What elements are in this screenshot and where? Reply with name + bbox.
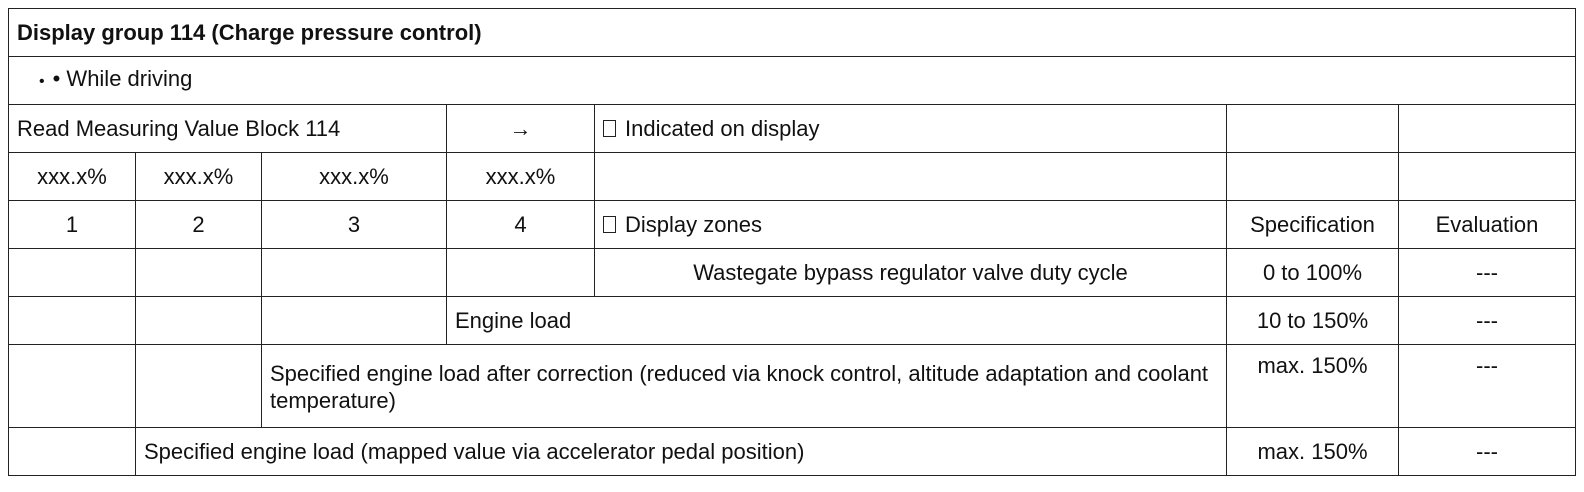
zone-number-2: 2 [136, 201, 262, 249]
table-title: Display group 114 (Charge pressure control) [9, 9, 1576, 57]
condition-row [9, 57, 1576, 105]
empty-cell [9, 297, 136, 345]
field-2-specification: max. 150% [1227, 345, 1399, 428]
zone-number-4: 4 [447, 201, 595, 249]
field-2-description [262, 345, 1227, 428]
checkbox-square-icon [603, 120, 616, 137]
value-1: xxx.x% [9, 153, 136, 201]
empty-cell [447, 249, 595, 297]
read-block-label: Read Measuring Value Block 114 [9, 105, 447, 153]
display-zones-label: Display zones [625, 211, 762, 237]
value-4: xxx.x% [447, 153, 595, 201]
field-2-description-text: Specified engine load after correction (reduced via knock control, altitude adaptation and coolant temperature) [270, 361, 1209, 413]
table-row [9, 345, 1576, 428]
condition-cell [9, 57, 1576, 105]
indicated-label: Indicated on display [625, 115, 820, 141]
empty-cell [9, 428, 136, 476]
field-4-specification: 0 to 100% [1227, 249, 1399, 297]
empty-cell [136, 345, 262, 428]
empty-cell [1227, 153, 1399, 201]
specification-header: Specification [1227, 201, 1399, 249]
condition-text: • While driving [52, 66, 193, 91]
display-zones-header [595, 201, 1227, 249]
field-4-evaluation: --- [1399, 249, 1576, 297]
field-4-description: Wastegate bypass regulator valve duty cycle [595, 249, 1227, 297]
table-row [9, 428, 1576, 476]
read-block-row [9, 105, 1576, 153]
title-row [9, 9, 1576, 57]
empty-cell [1227, 105, 1399, 153]
field-1-description: Specified engine load (mapped value via accelerator pedal position) [136, 428, 1227, 476]
value-2: xxx.x% [136, 153, 262, 201]
value-3: xxx.x% [262, 153, 447, 201]
zone-number-3: 3 [262, 201, 447, 249]
bullet-icon: • [39, 73, 45, 90]
arrow-icon: → [447, 105, 595, 153]
display-group-table [8, 8, 1576, 476]
field-3-description: Engine load [447, 297, 1227, 345]
values-row [9, 153, 1576, 201]
indicated-on-display [595, 105, 1227, 153]
empty-cell [595, 153, 1227, 201]
field-1-specification: max. 150% [1227, 428, 1399, 476]
field-3-evaluation: --- [1399, 297, 1576, 345]
evaluation-header: Evaluation [1399, 201, 1576, 249]
empty-cell [9, 345, 136, 428]
table-row [9, 297, 1576, 345]
empty-cell [1399, 105, 1576, 153]
empty-cell [136, 297, 262, 345]
empty-cell [1399, 153, 1576, 201]
field-3-specification: 10 to 150% [1227, 297, 1399, 345]
empty-cell [262, 249, 447, 297]
empty-cell [262, 297, 447, 345]
field-2-evaluation: --- [1399, 345, 1576, 428]
zone-number-1: 1 [9, 201, 136, 249]
field-1-evaluation: --- [1399, 428, 1576, 476]
checkbox-square-icon [603, 216, 616, 233]
table-row [9, 249, 1576, 297]
empty-cell [136, 249, 262, 297]
empty-cell [9, 249, 136, 297]
header-row [9, 201, 1576, 249]
